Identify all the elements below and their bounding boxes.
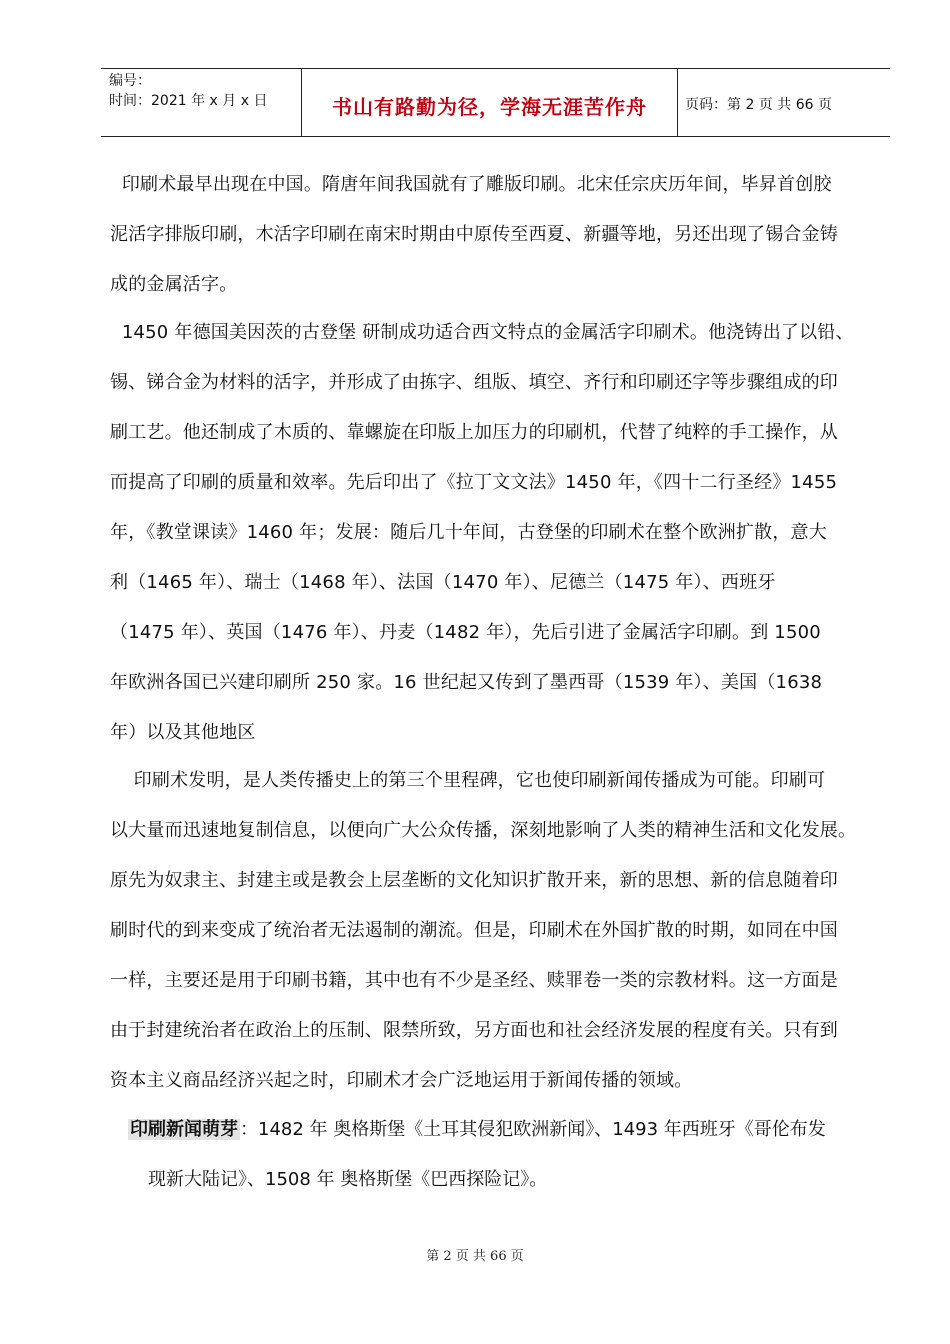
paragraph-line: 一样，主要还是用于印刷书籍，其中也有不少是圣经、赎罪卷一类的宗教材料。这一方面是 <box>110 970 838 991</box>
paragraph-gutenberg <box>110 308 880 758</box>
sprout-text-1: ：1482 年 奥格斯堡《土耳其侵犯欧洲新闻》、1493 年西班牙《哥伦布发 <box>240 1119 826 1140</box>
paragraph-line: 资本主义商品经济兴起之时，印刷术才会广泛地运用于新闻传播的领域。 <box>110 1070 693 1091</box>
paragraph-line: 原先为奴隶主、封建主或是教会上层垄断的文化知识扩散开来，新的思想、新的信息随着印 <box>110 870 838 891</box>
paragraph-line: 而提高了印刷的质量和效率。先后印出了《拉丁文文法》1450 年，《四十二行圣经》1455 <box>110 472 838 493</box>
paragraph-line: 刷时代的到来变成了统治者无法遏制的潮流。但是，印刷术在外国扩散的时期，如同在中国 <box>110 920 838 941</box>
paragraph-line: 利（1465 年）、瑞士（1468 年）、法国（1470 年）、尼德兰（1475 年）、西班牙 <box>110 572 776 593</box>
sprout-label: 印刷新闻萌芽 <box>130 1119 238 1140</box>
time-label: 时间：2021 年 x 月 x 日 <box>109 93 268 109</box>
motto-text: 书山有路勤为径，学海无涯苦作舟 <box>332 95 647 119</box>
paragraph-line: 以大量而迅速地复制信息，以便向广大公众传播，深刻地影响了人类的精神生活和文化发展。 <box>110 820 857 841</box>
paragraph-line: 锡、锑合金为材料的活字，并形成了由拣字、组版、填空、齐行和印刷还字等步骤组成的印 <box>110 372 838 393</box>
paragraph-line: 由于封建统治者在政治上的压制、限禁所致，另方面也和社会经济发展的程度有关。只有到 <box>110 1020 838 1041</box>
paragraph-origin-china <box>110 160 880 310</box>
code-label: 编号： <box>109 73 151 89</box>
paragraph-line: 年）以及其他地区 <box>110 722 256 743</box>
paragraph-line: 印刷术最早出现在中国。隋唐年间我国就有了雕版印刷。北宋任宗庆历年间，毕昇首创胶 <box>110 174 832 195</box>
paragraph-line: 年欧洲各国已兴建印刷所 250 家。16 世纪起又传到了墨西哥（1539 年）、美国（1638 <box>110 672 823 693</box>
sprout-line-1 <box>128 1105 826 1155</box>
paragraph-line: （1475 年）、英国（1476 年）、丹麦（1482 年），先后引进了金属活字印刷。到 1500 <box>110 622 821 643</box>
paragraph-line: 泥活字排版印刷，木活字印刷在南宋时期由中原传至西夏、新疆等地，另还出现了锡合金铸 <box>110 224 838 245</box>
paragraph-significance <box>110 756 880 1106</box>
sprout-line-2 <box>148 1155 547 1205</box>
header-meta-cell <box>101 69 301 136</box>
page-header <box>101 68 890 137</box>
page-info: 页码：第 2 页 共 66 页 <box>685 97 832 113</box>
page-footer: 第 2 页 共 66 页 <box>426 1249 524 1264</box>
sprout-text-2: 现新大陆记》、1508 年 奥格斯堡《巴西探险记》。 <box>148 1169 548 1190</box>
paragraph-line: 成的金属活字。 <box>110 274 238 295</box>
paragraph-line: 1450 年德国美因茨的古登堡 研制成功适合西文特点的金属活字印刷术。他浇铸出了以铅、 <box>110 322 854 343</box>
header-page-cell <box>677 69 890 136</box>
paragraph-line: 印刷术发明，是人类传播史上的第三个里程碑，它也使印刷新闻传播成为可能。印刷可 <box>110 770 826 791</box>
header-motto-cell <box>301 69 678 136</box>
paragraph-line: 年，《教堂课读》1460 年；发展：随后几十年间，古登堡的印刷术在整个欧洲扩散，意大 <box>110 522 827 543</box>
paragraph-line: 刷工艺。他还制成了木质的、靠螺旋在印版上加压力的印刷机，代替了纯粹的手工操作，从 <box>110 422 838 443</box>
